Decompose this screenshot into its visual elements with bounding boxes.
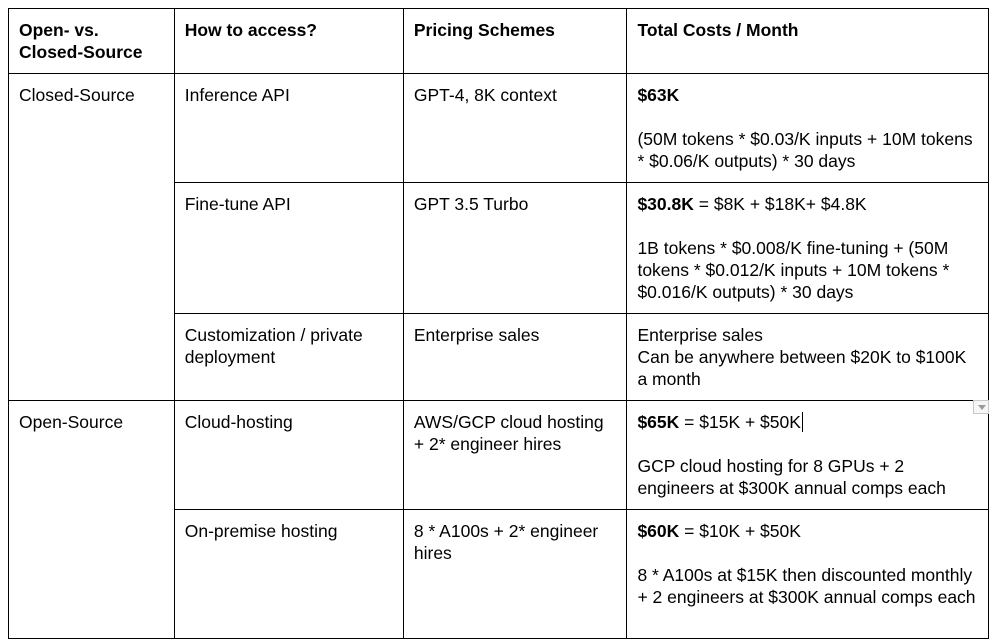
text-cursor <box>802 412 803 432</box>
total-cost-line2: Can be anywhere between $20K to $100K a month <box>637 347 967 389</box>
pricing-cell[interactable]: Enterprise sales <box>403 314 627 401</box>
total-cost-cell[interactable] <box>627 74 989 183</box>
access-cell[interactable]: Fine-tune API <box>174 183 403 314</box>
cost-detail: 1B tokens * $0.008/K fine-tuning + (50M tokens * $0.012/K inputs + 10M tokens * $0.016/K outputs) * 30 days <box>637 238 950 302</box>
total-cost-breakdown: = $10K + $50K <box>679 521 801 541</box>
total-cost-bold: $30.8K <box>637 194 694 214</box>
cost-comparison-table <box>8 8 989 639</box>
header-row <box>9 9 989 74</box>
access-cell[interactable]: On-premise hosting <box>174 510 403 639</box>
access-cell[interactable]: Inference API <box>174 74 403 183</box>
total-cost-line1: Enterprise sales <box>637 325 763 345</box>
access-cell[interactable]: Cloud-hosting <box>174 401 403 510</box>
header-open-vs-closed-line1: Open- vs. <box>19 20 99 40</box>
total-cost-cell[interactable] <box>627 183 989 314</box>
total-cost-bold: $63K <box>637 85 680 105</box>
header-how-to-access[interactable]: How to access? <box>174 9 403 74</box>
header-total-costs[interactable]: Total Costs / Month <box>627 9 989 74</box>
cost-detail: (50M tokens * $0.03/K inputs + 10M tokens * $0.06/K outputs) * 30 days <box>637 129 973 171</box>
total-cost-cell[interactable] <box>627 401 989 510</box>
pricing-cell[interactable]: GPT-4, 8K context <box>403 74 627 183</box>
table-row <box>9 74 989 183</box>
group-closed-source[interactable]: Closed-Source <box>9 74 175 401</box>
group-open-source[interactable]: Open-Source <box>9 401 175 639</box>
header-open-vs-closed-line2: Closed-Source <box>19 42 143 62</box>
access-cell[interactable]: Customization / private deployment <box>174 314 403 401</box>
pricing-cell[interactable]: GPT 3.5 Turbo <box>403 183 627 314</box>
total-cost-breakdown: = $8K + $18K+ $4.8K <box>693 194 867 214</box>
table-row <box>9 401 989 510</box>
total-cost-bold: $60K <box>637 521 680 541</box>
cell-dropdown-icon[interactable] <box>973 400 989 414</box>
total-cost-cell[interactable] <box>627 510 989 639</box>
header-open-vs-closed[interactable] <box>9 9 175 74</box>
total-cost-bold: $65K <box>637 412 680 432</box>
total-cost-breakdown: = $15K + $50K <box>679 412 801 432</box>
cost-detail: 8 * A100s at $15K then discounted monthly + 2 engineers at $300K annual comps each <box>637 565 976 607</box>
header-pricing-schemes[interactable]: Pricing Schemes <box>403 9 627 74</box>
total-cost-cell[interactable] <box>627 314 989 401</box>
cost-detail: GCP cloud hosting for 8 GPUs + 2 engineers at $300K annual comps each <box>637 456 946 498</box>
pricing-cell[interactable]: 8 * A100s + 2* engineer hires <box>403 510 627 639</box>
pricing-cell[interactable]: AWS/GCP cloud hosting + 2* engineer hires <box>403 401 627 510</box>
